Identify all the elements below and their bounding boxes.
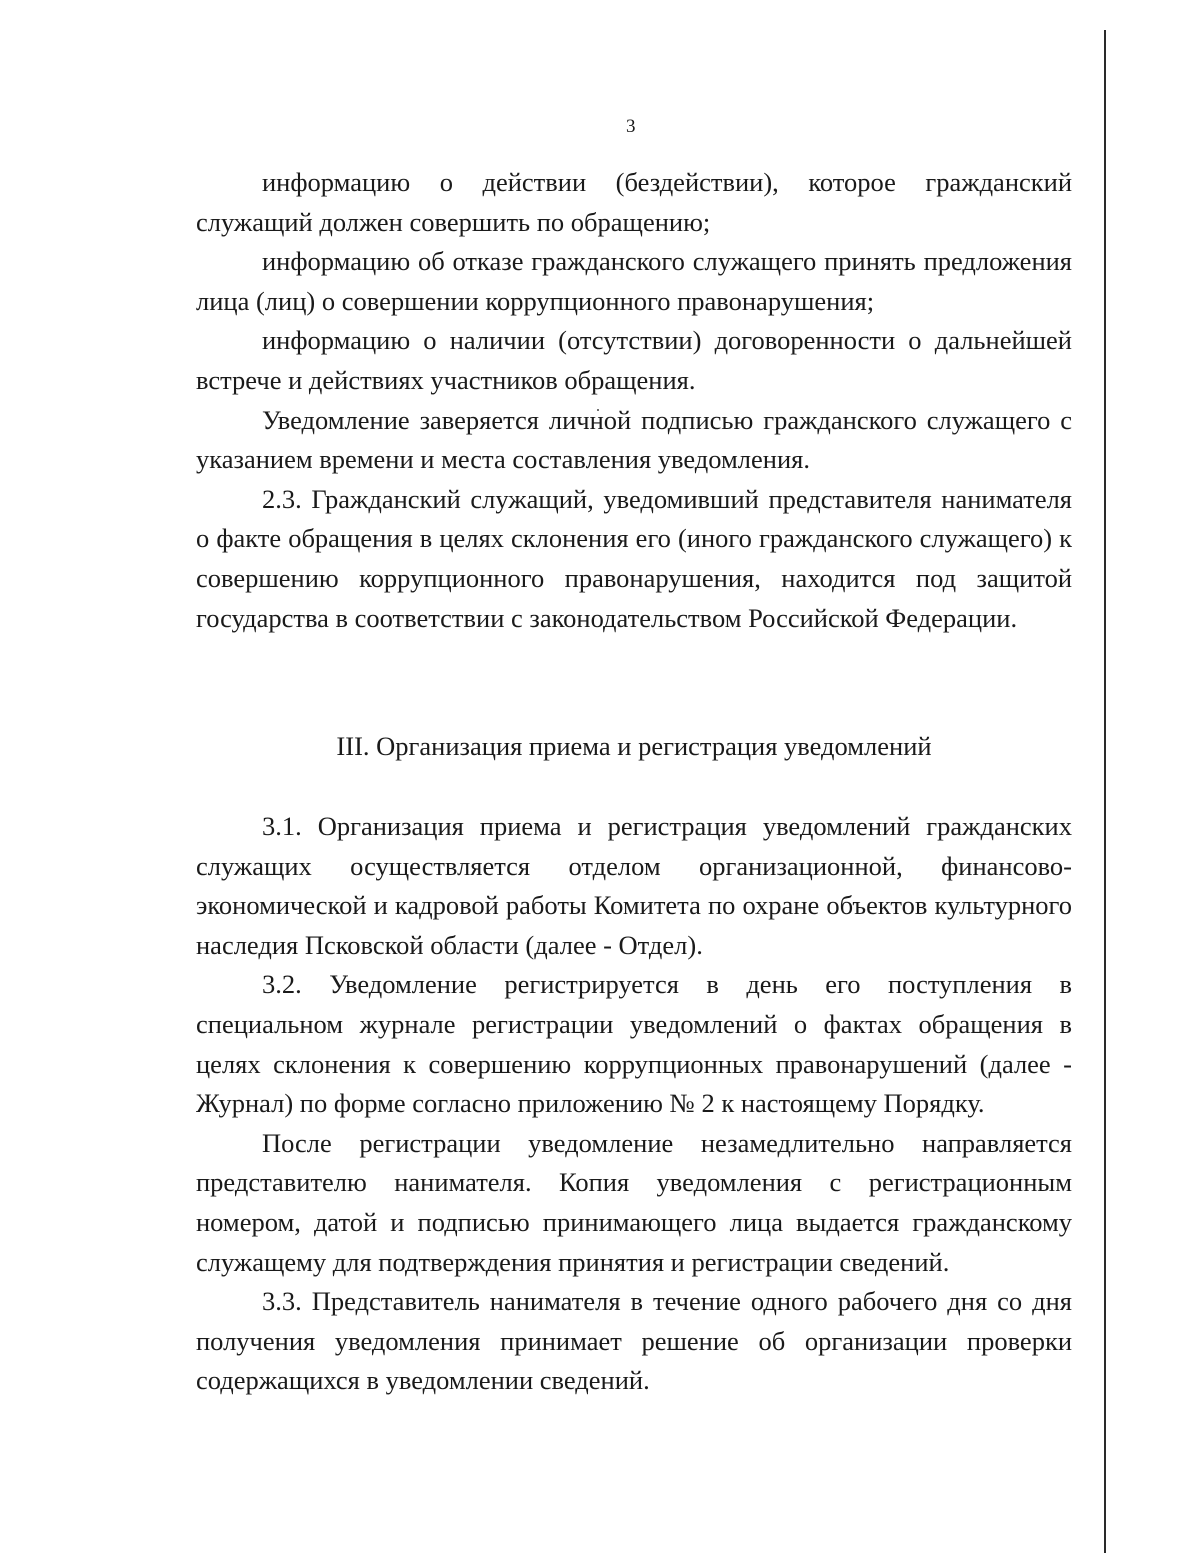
paragraph: 3.1. Организация приема и регистрация уведомлений гражданских служащих осуществляется отделом организационной, финансово-экономической и кадровой работы Комитета по охране объектов культурного наследия Псковской области (далее - Отдел). — [196, 811, 1072, 960]
paragraph: информацию о наличии (отсутствии) договоренности о дальнейшей встрече и действиях участников обращения. — [196, 325, 1072, 395]
paragraph: 2.3. Гражданский служащий, уведомивший представителя нанимателя о факте обращения в целях склонения его (иного гражданского служащего) к совершению коррупционного правонарушения, находится под защитой государства в соответствии с законодательством Российской Федерации. — [196, 483, 1072, 633]
paragraph: Уведомление заверяется личной подписью гражданского служащего с указанием времени и места составления уведомления. — [196, 404, 1072, 475]
paragraph: 3.3. Представитель нанимателя в течение одного рабочего дня со дня получения уведомления принимает решение об организации проверки содержащихся в уведомлении сведений. — [196, 1286, 1072, 1396]
paragraph: информацию о действии (бездействии), которое гражданский служащий должен совершить по обращению; — [196, 167, 1072, 237]
page-number: 3 — [626, 116, 636, 137]
paragraph: 3.2. Уведомление регистрируется в день его поступления в специальном журнале регистрации уведомлений о фактах обращения в целях склонения к совершению коррупционных правонарушений (далее - Журнал) по форме согласно приложению № 2 к настоящему Порядку. — [196, 969, 1072, 1119]
scan-edge-line — [1104, 30, 1106, 1553]
section-heading: III. Организация приема и регистрация уведомлений — [336, 731, 932, 761]
paragraph: информацию об отказе гражданского служащего принять предложения лица (лиц) о совершении коррупционного правонарушения; — [196, 246, 1072, 316]
paragraph: После регистрации уведомление незамедлительно направляется представителю нанимателя. Копия уведомления с регистрационным номером, датой и подписью принимающего лица выдается гражданскому служащему для подтверждения принятия и регистрации сведений. — [196, 1127, 1072, 1277]
text-block-bottom — [196, 807, 1072, 1401]
text-block-top — [196, 163, 1072, 638]
